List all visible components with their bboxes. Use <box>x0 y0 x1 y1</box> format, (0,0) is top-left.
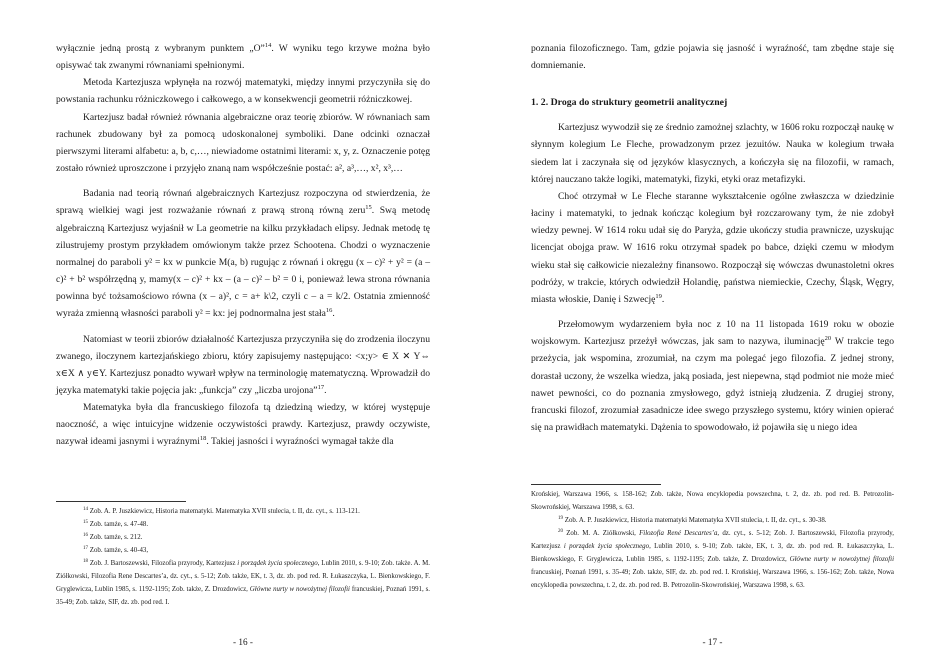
paragraph: Choć otrzymał w Le Fleche staranne wykształcenie ogólne zwłaszcza w dziedzinie łaciny i matematyki, to jednak kończąc kolegium był rozczarowany tym, że nie zdobył wiedzy pewnej. W 1614 roku udał się do Paryża, gdzie ukończy studia prawnicze, uzyskując licencjat obojga praw. W 1616 roku otrzymał spadek po babce, dzięki czemu w młodym wieku stał się całkowicie niezależny finansowo. Rozpoczął się wówczas dwunastoletni okres podróży, w trakcie, których odwiedził Holandię, państwa niemieckie, Czechy, Śląsk, Węgry, miasta włoskie, Danię i Szwecję$^{19}$. <box>531 190 894 305</box>
footnote: $^{18}$ Zob. J. Bartoszewski, Filozofia przyrody, Kartezjusz i porządek życia społecznego, Lublin 2010, s. 9-10; Zob. także. A. M. Ziółkowski, Filozofia Rene Descartes’a, dz. cyt., s. 5-12; Zob. także, EK, t. 3, dz. zb. pod red. R. Łukaszczyka, L. Bienkowskiego, F. Gryglewicza, Lublin 1985, s. 1192-1195; Zob. także, Z. Drozdowicz, Główne nurty w nowożytnej filozofii francuskiej, Poznań 1991, s. 35-49; Zob. także, SIF, dz. zb. pod red. I. <box>56 559 430 606</box>
footnote: $^{15}$ Zob. tamże, s. 47-48. <box>83 520 149 528</box>
left-footnotes <box>56 501 430 609</box>
paragraph: Natomiast w teorii zbiorów działalność Kartezjusza przyczyniła się do zrodzenia iloczynu zwanego, iloczynem kartezjańskiego zbioru, który zapisujemy następująco: <x;y> ∈ X ✕ Y⇔ x∈X ∧ y∈Y. Kartezjusz ponadto wywarł wpływ na terminologię matematyczną. Wprowadził do języka matematyki takie pojęcia jak: „funkcja” czy „liczba urojona”$^{17}$. <box>56 333 430 396</box>
footnote-divider <box>531 484 661 485</box>
paragraph: Kartezjusz badał również równania algebraiczne oraz teorię zbiorów. W równaniach sam rachunek zbudowany był za pomocą udoskonalonej symboliki. Dane odcinki oznaczał pierwszymi literami alfabetu: a, b, c,…, niewiadome ostatnimi literami: x, y, z. Oznaczenie potęg zostało również uproszczone i przyjęło znaną nam współcześnie postać: a², a³,…, x², x³,… <box>56 111 430 175</box>
footnote-continuation: Krońskiej, Warszawa 1966, s. 158-162; Zob. także, Nowa encyklopedia powszechna, t. 2, dz. zb. pod red. B. Petrozolin-Skowrońskiej, Warszawa 1998, s. 63. <box>531 491 894 511</box>
footnote: $^{16}$ Zob. tamże, s. 212. <box>83 533 143 541</box>
paragraph: Metoda Kartezjusza wpłynęła na rozwój matematyki, między innymi przyczyniła się do powstania rachunku różniczkowego i całkowego, a w konsekwencji geometrii różniczkowej. <box>56 77 430 106</box>
right-page <box>531 0 894 672</box>
paragraph: Kartezjusz wywodził się ze średnio zamożnej szlachty, w 1606 roku rozpoczął naukę w słynnym kolegium Le Fleche, prowadzonym przez jezuitów. Nauka w kolegium trwała siedem lat i zaczynała się od języków klasycznych, a kończyła się na filozofii, w ramach, której nauczano także logiki, matematyki, fizyki, etyki oraz metafizyki. <box>531 122 894 185</box>
footnote: $^{19}$ Zob. A. P. Juszkiewicz, Historia matematyki Matematyka XVII stulecia, t. II, dz. cyt., s. 30-38. <box>558 516 827 524</box>
footnote-ref: 15 <box>365 204 372 212</box>
footnote-ref: 20 <box>824 335 832 343</box>
paragraph: Badania nad teorią równań algebraicznych Kartezjusz rozpoczyna od stwierdzenia, że sprawą wielkiej wagi jest rozważanie równań z prawą stroną równą zeru$^{15}$. Swą metodę algebraiczną Kartezjusz wyjaśnił w La geometrie na kilku przykładach elipsy. Jednak metodę tę zilustrujemy prostym przykładem omówionym także przez Schootena. Chodzi o wyznaczenie normalnej do paraboli y² = kx w punkcie M(a, b) rugując z równań i okręgu (x – c)² + y² = (a – c)² + b² współrzędną y, mamy(x – c)² + kx – (a – c)² – b² = 0 i, ponieważ lewa strona równania powinna być tożsamościowo równa (x – a)², c = a+ k\2, czyli c – a = k/2. Ostatnia zmienność wyraża zmienną własności paraboli y² = kx: jej podnormalna jest stała$^{16}$. <box>56 188 430 320</box>
section-heading: 1. 2. Droga do struktury geometrii analitycznej <box>531 97 728 109</box>
footnote-ref: 16 <box>325 307 333 315</box>
footnote-ref: 19 <box>655 292 662 300</box>
footnote: $^{20}$ Zob. M. A. Ziółkowski, Filozofia René Descartes’a, dz. cyt., s. 5-12; Zob. J. Bartoszewski, Filozofia przyrody, Kartezjusz i porządek życia społecznego, Lublin 2010, s. 9-10; Zob. także, EK, t. 3, dz. zb. pod red. R. Łukaszczyka, L. Bienkowskiego, F. Gryglewicza, Lublin 1985, s. 1192-1195; Zob. także, Z. Drozdowicz, Główne nurty w nowożytnej filozofii francuskiej, Poznań 1991, s. 35-49; Zob. także, SIF, dz. zb. pod red. I. Krońskiej, Warszawa 1966, s. 156-162; Zob. także, Nowa encyklopedia powszechna, t. 2, dz. zb. pod red. B. Petrozolin-Skowrońskiej, Warszawa 1998, s. 63. <box>531 529 894 589</box>
left-body <box>56 40 430 451</box>
paragraph: Przełomowym wydarzeniem była noc z 10 na 11 listopada 1619 roku w obozie wojskowym. Kartezjusz przeżył wówczas, jak sam to nazywa, iluminację$^{20}$ W trakcie tego przeżycia, jak wspomina, zrozumiał, na czym ma polegać jego filozofia. Z jednej strony, dorastał uczony, że wszelka wiedza, jaką posiada, jest niepewna, stąd podmiot nie może mieć nawet pewności, co do poznania zmysłowego, gdyż istnieją złudzenia. Z drugiej strony, francuski filozof, zrozumiał zasadnicze idee swego przyszłego systemu, który winien opierać się na prawidłach matematyki. Dążenia to spowodowało, iż pojawiła się u niego idea <box>531 319 894 433</box>
footnote: $^{17}$ Zob. tamże, s. 40-43, <box>83 546 149 554</box>
paragraph: Matematyka była dla francuskiego filozofa tą dziedziną wiedzy, w której występuje naoczność, a więc intuicyjne widzenie oczywistości prawdy. Kartezjusz, prawdy oczywiste, nazywał ideami jasnymi i wyraźnymi$^{18}$. Takiej jasności i wyraźności wymagał także dla <box>56 402 430 448</box>
left-page <box>56 0 430 672</box>
paragraph: wyłącznie jedną prostą z wybranym punktem „O”$^{14}$. W wyniku tego krzywe można było opisywać tak zwanymi równaniami spełnionymi. <box>56 42 430 72</box>
page-number: - 16 - <box>233 637 253 647</box>
footnote-divider <box>56 501 186 502</box>
paragraph: poznania filozoficznego. Tam, gdzie pojawia się jasność i wyraźność, tam zbędne staje się domniemanie. <box>531 43 894 72</box>
page-number: - 17 - <box>702 637 723 647</box>
footnote-ref: 14 <box>264 42 272 49</box>
footnote: $^{14}$ Zob. A. P. Juszkiewicz, Historia matematyki. Matematyka XVII stulecia, t. II, dz. cyt., s. 113-121. <box>83 507 360 515</box>
right-body <box>531 40 894 436</box>
right-footnotes <box>531 484 894 592</box>
footnote-ref: 17 <box>317 383 325 391</box>
footnote-ref: 18 <box>199 435 207 443</box>
